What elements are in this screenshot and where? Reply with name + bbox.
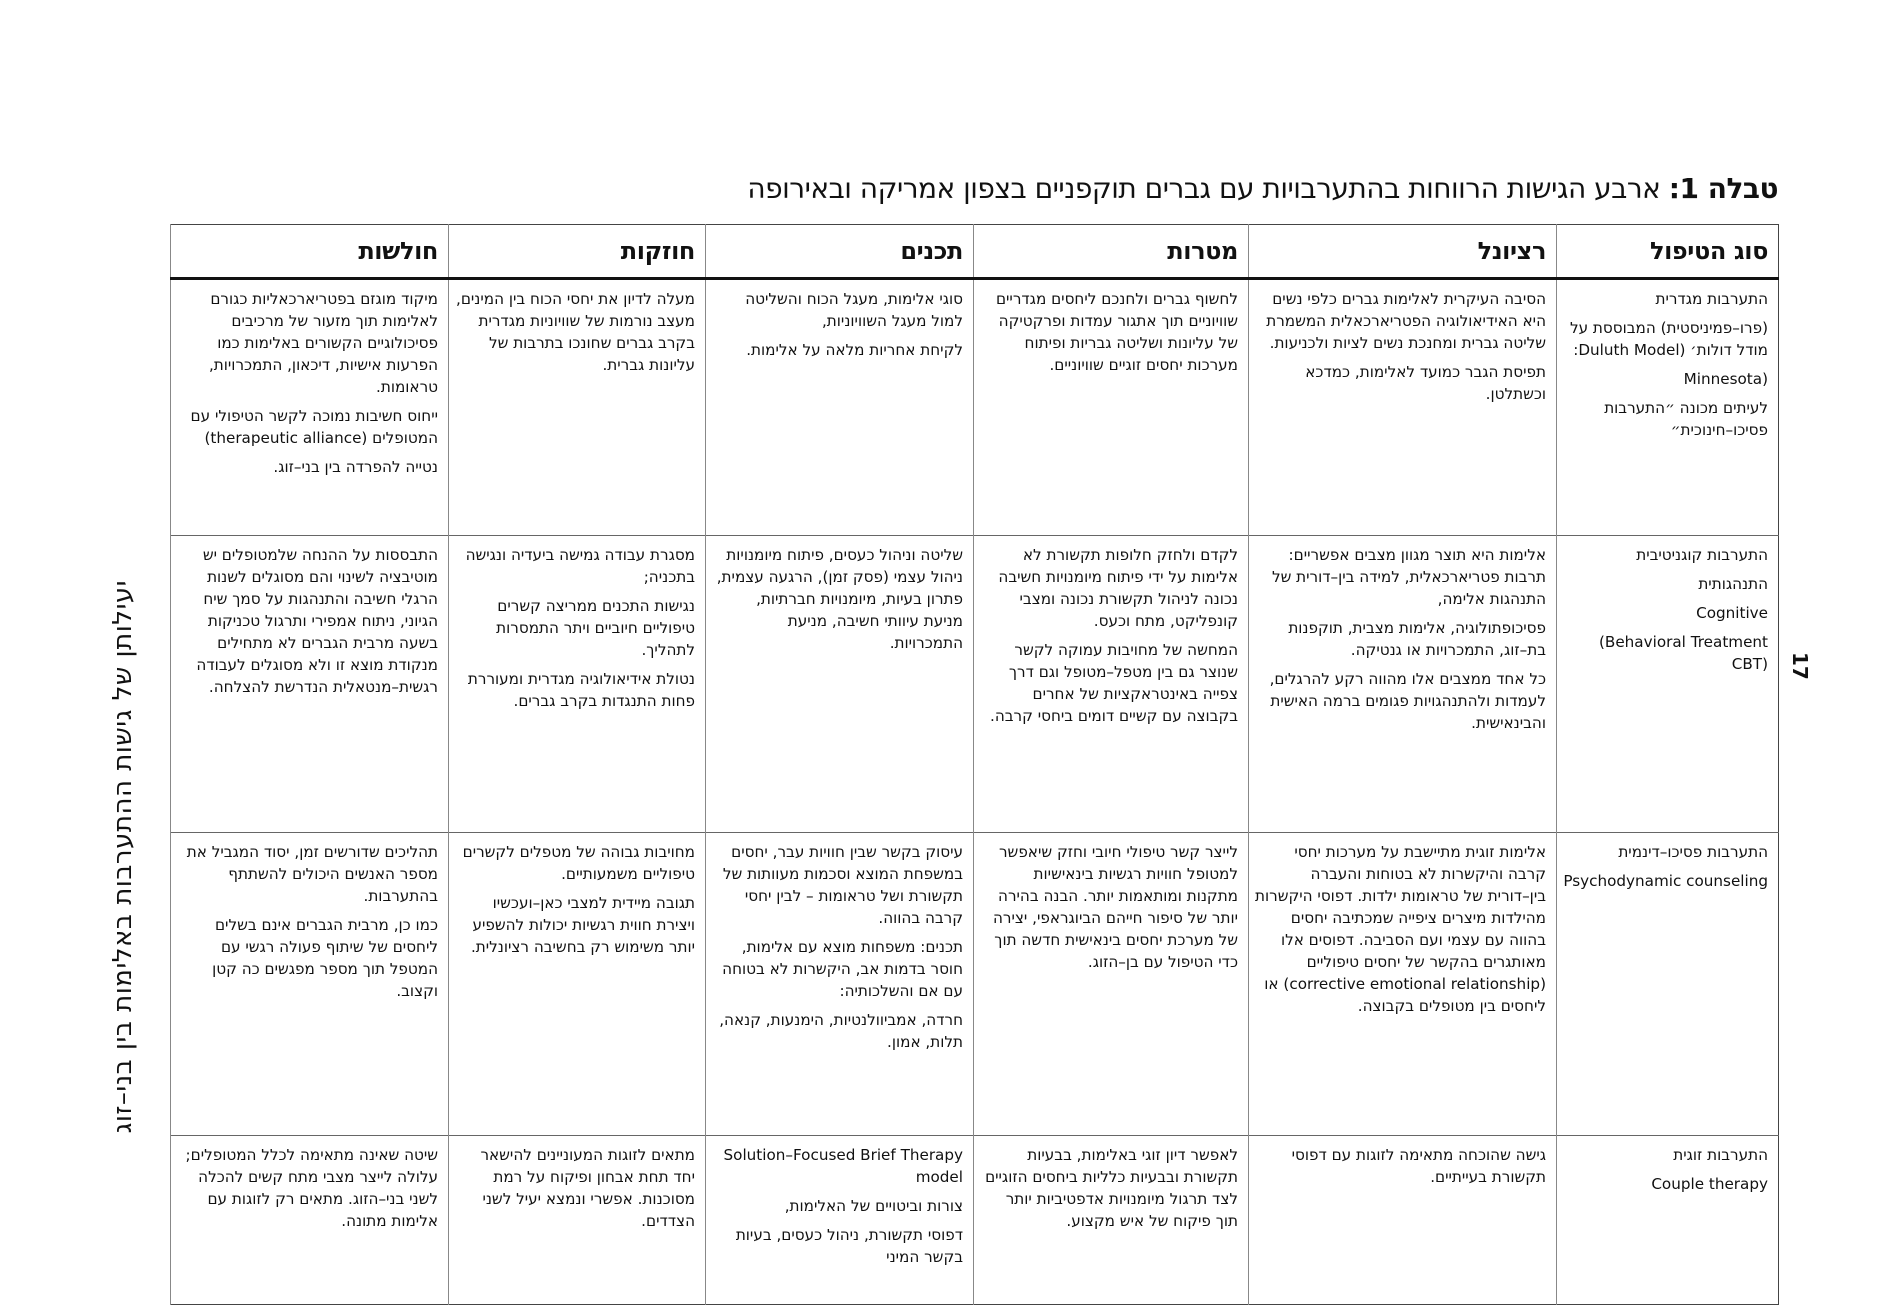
- cell-paragraph: התערבות פסיכו–דינמית: [1618, 843, 1768, 861]
- cell-strengths: [449, 1136, 706, 1305]
- cell-paragraph: שיטה שאינה מתאימה לכלל המטופלים; עלולה לייצר מצבי מתח קשים להכלה לשני בני–הזוג. מתאים רק לזוגות עם אלימות מתונה.: [185, 1146, 438, 1230]
- running-head: יעילותן של גישות ההתערבות באלימות בין בני–זוג: [108, 580, 138, 1134]
- cell-weaknesses: [171, 279, 449, 536]
- cell-strengths: [449, 833, 706, 1136]
- cell-paragraph: דפוסי תקשורת, ניהול כעסים, בעיות בקשר המיני: [735, 1226, 963, 1266]
- cell-paragraph: לייצר קשר טיפולי חיובי וחזק שיאפשר למטופל חוויות רגשיות בינאישיות מתקנות ומותאמות יותר. הבנה בהירה יותר של סיפור חייהם הביוגראפי, יצירה של מערכת יחסים בינאישית חדשה תוך כדי הטיפול עם בן–הזוג.: [992, 843, 1238, 971]
- header-weaknesses: חולשות: [171, 225, 449, 279]
- cell-treatment-type: [1557, 833, 1779, 1136]
- cell-treatment-type: [1557, 1136, 1779, 1305]
- cell-goals: [974, 279, 1249, 536]
- cell-contents: [706, 833, 974, 1136]
- cell-paragraph: מיקוד מוגזם בפטריארכאליות כגורם לאלימות תוך מזעור של מרכיבים פסיכולוגיים הקשורים באלימות כמו הפרעות אישיות, דיכאון, התמכרויות, טראומות.: [208, 290, 438, 396]
- cell-paragraph: התערבות מגדרית: [1655, 290, 1768, 308]
- cell-paragraph: לקיחת אחריות מלאה על אלימות.: [746, 341, 963, 359]
- cell-paragraph: לאפשר דיון זוגי באלימות, בבעיות תקשורת ובבעיות כלליות ביחסים הזוגיים לצד תרגול מיומנויות אדפטיביות יותר תוך פיקוח של איש מקצוע.: [985, 1146, 1238, 1230]
- cell-rationale: [1249, 1136, 1557, 1305]
- cell-rationale: [1249, 279, 1557, 536]
- header-goals: מטרות: [974, 225, 1249, 279]
- cell-strengths: [449, 279, 706, 536]
- cell-paragraph: כמו כן, מרבית הגברים אינם בשלים ליחסים של שיתוף פעולה רגשי עם המטפל תוך מספר מפגשים כה קטן וקצוב.: [212, 916, 438, 1000]
- cell-paragraph: המחשה של מחויבות עמוקה לקשר שנוצר גם בין מטפל–מטופל וגם דרך צפייה באינטראקציות של אחרים בקבוצה עם קשיים דומים ביחסי קרבה.: [990, 641, 1238, 725]
- cell-weaknesses: [171, 833, 449, 1136]
- page-number: 17: [1788, 652, 1812, 680]
- cell-paragraph: (CBT: [1731, 655, 1768, 673]
- cell-paragraph: תהליכים שדורשים זמן, יסוד המגביל את מספר האנשים היכולים להשתתף בהתערבות.: [186, 843, 438, 905]
- table-row-cbt: [171, 536, 1779, 833]
- cell-paragraph: מסגרת עבודה גמישה ביעדיה ונגישה בתכניה;: [465, 546, 695, 586]
- cell-paragraph: הסיבה העיקרית לאלימות גברים כלפי נשים היא האידיאולוגיה הפטריארכאלית המשמרת שליטה גברית ומחנכת נשים לציות ולכניעות.: [1266, 290, 1546, 352]
- cell-paragraph: אלימות היא תוצר מגוון מצבים אפשריים: תרבות פטריארכאלית, למידה בין–דורית של התנהגות אלימה,: [1271, 546, 1546, 608]
- cell-weaknesses: [171, 536, 449, 833]
- table-row-gender-intervention: [171, 279, 1779, 536]
- cell-paragraph: Behavioral Treatment): [1598, 633, 1768, 651]
- cell-paragraph: נטייה להפרדה בין בני–זוג.: [273, 458, 438, 476]
- interventions-table: [170, 224, 1779, 1305]
- cell-paragraph: לחשוף גברים ולחנכם ליחסים מגדריים שוויוניים תוך אתגור עמדות ופרקטיקה של עליונות ושליטה גבריות ופיתוח מערכות יחסים זוגיים שוויוניים.: [995, 290, 1238, 374]
- cell-paragraph: צורות וביטויים של האלימות,: [784, 1197, 963, 1215]
- cell-paragraph: (Minnesota: [1683, 370, 1768, 388]
- cell-paragraph: התערבות קוגניטיבית: [1636, 546, 1768, 564]
- cell-goals: [974, 833, 1249, 1136]
- header-contents: תכנים: [706, 225, 974, 279]
- cell-paragraph: כל אחד ממצבים אלו מהווה רקע להרגלים, לעמדות ולהתנהגויות פגומים ברמה האישית והבינאישית.: [1269, 670, 1546, 732]
- cell-rationale: [1249, 833, 1557, 1136]
- cell-paragraph: פסיכופתולוגיה, אלימות מצבית, תוקפנות בת–זוג, התמכרויות או גנטיקה.: [1288, 619, 1546, 659]
- cell-contents: [706, 1136, 974, 1305]
- header-rationale: רציונל: [1249, 225, 1557, 279]
- cell-goals: [974, 1136, 1249, 1305]
- table-label: טבלה 1:: [1668, 172, 1778, 205]
- cell-paragraph: אלימות זוגית מתיישבת על מערכות יחסי קרבה והיקשרות לא בטוחות והעברה בין–דורית של טראומות ילדות. דפוסי היקשרות מהילדות מיצרים ציפייה שמכתיבה יחסים בהווה עם עצמי ועם הסביבה. דפוסים אלו מאותגרים בהקשר של יחסים טיפוליים (corrective emotional relationship) או ליחסים בין מטופלים בקבוצה.: [1255, 843, 1546, 1015]
- header-strengths: חוזקות: [449, 225, 706, 279]
- cell-paragraph: שליטה וניהול כעסים, פיתוח מיומנויות ניהול עצמי (פסק זמן), הרגעה עצמית, פתרון בעיות, מיומנויות חברתיות, מניעת עיוותי חשיבה, מניעת התמכרויות.: [716, 546, 963, 652]
- cell-paragraph: לקדם ולחזק חלופות תקשורת לא אלימות על ידי פיתוח מיומנויות חשיבה נכונה לניהול תקשורת נכונה ומצבי קונפליקט, מתח וכעס.: [998, 546, 1238, 630]
- cell-paragraph: גישה שהוכחה מתאימה לזוגות עם דפוסי תקשורת בעייתיים.: [1291, 1146, 1546, 1186]
- cell-paragraph: נגישות התכנים ממריצה קשרים טיפוליים חיוביים ויתר התמסרות לתהליך.: [496, 597, 695, 659]
- cell-paragraph: חרדה, אמביוולנטיות, הימנעות, קנאה, תלות, אמון.: [719, 1011, 963, 1051]
- cell-paragraph: (פרו–פמיניסטית) המבוססת על מודל דולות׳ (Duluth Model:: [1569, 319, 1768, 359]
- cell-paragraph: נטולת אידיאולוגיה מגדרית ומעוררת פחות התנגדות בקרב גברים.: [467, 670, 695, 710]
- cell-contents: [706, 536, 974, 833]
- cell-paragraph: תגובה מיידית למצבי כאן–ועכשיו ויצירת חווית רגשיות יכולות להשפיע יותר משימוש רק בחשיבה רציונלית.: [470, 894, 695, 956]
- header-treatment-type: סוג הטיפול: [1557, 225, 1779, 279]
- cell-paragraph: התערבות זוגית: [1673, 1146, 1768, 1164]
- cell-paragraph: Solution–Focused Brief Therapy model: [723, 1146, 963, 1186]
- cell-contents: [706, 279, 974, 536]
- cell-paragraph: לעיתים מכונה ״התערבות פסיכו–חינוכית״: [1604, 399, 1768, 439]
- cell-paragraph: תפיסת הגבר כמועד לאלימות, כמדכא וכשתלטן.: [1305, 363, 1546, 403]
- cell-paragraph: התנהגותית: [1698, 575, 1768, 593]
- cell-treatment-type: [1557, 536, 1779, 833]
- cell-goals: [974, 536, 1249, 833]
- cell-rationale: [1249, 536, 1557, 833]
- cell-paragraph: Cognitive: [1696, 604, 1768, 622]
- cell-paragraph: מעלה לדיון את יחסי הכוח בין המינים, מעצב נורמות של שוויוניות מגדרית בקרב גברים שחונכו בתרבות של עליונות גברית.: [456, 290, 695, 374]
- table-title-text: ארבע הגישות הרווחות בהתערבויות עם גברים תוקפניים בצפון אמריקה ובאירופה: [747, 172, 1661, 205]
- cell-paragraph: תכנים: משפחות מוצא עם אלימות, חוסר בדמות אב, היקשרות לא בטוחה עם אם והשלכותיה:: [722, 938, 963, 1000]
- cell-paragraph: מתאים לזוגות המעוניינים להישאר יחד תחת אבחון ופיקוח על רמת מסוכנות. אפשרי ונמצא יעיל לשני הצדדים.: [480, 1146, 695, 1230]
- cell-paragraph: ייחוס חשיבות נמוכה לקשר הטיפולי עם המטופלים (therapeutic alliance): [190, 407, 438, 447]
- cell-paragraph: מחויבות גבוהה של מטפלים לקשרים טיפוליים משמעותיים.: [462, 843, 695, 883]
- cell-strengths: [449, 536, 706, 833]
- table-row-couple-therapy: [171, 1136, 1779, 1305]
- table-header-row: [171, 225, 1779, 279]
- cell-paragraph: Psychodynamic counseling: [1563, 872, 1768, 890]
- cell-paragraph: עיסוק בקשר שבין חוויות עבר, יחסים במשפחת המוצא וסכמות מעוותות של תקשורת ושל טראומות – לבין יחסי קרבה בהווה.: [722, 843, 963, 927]
- table-title: [747, 172, 1778, 205]
- cell-paragraph: Couple therapy: [1651, 1175, 1768, 1193]
- cell-weaknesses: [171, 1136, 449, 1305]
- cell-treatment-type: [1557, 279, 1779, 536]
- cell-paragraph: התבססות על ההנחה שלמטופלים יש מוטיבציה לשינוי והם מסוגלים לשנות הרגלי חשיבה והתנהגות על סמך שיח הגיוני, ניתוח אמפירי ותרגול טכניקות בשעה מרבית הגברים לא מתחילים מנקודת מוצא זו ולא מסוגלים לעבודה רגשית–מנטאלית הנדרשת להצלחה.: [196, 546, 438, 696]
- cell-paragraph: סוגי אלימות, מעגל הכוח והשליטה למול מעגל השוויוניות,: [745, 290, 963, 330]
- table-row-psychodynamic: [171, 833, 1779, 1136]
